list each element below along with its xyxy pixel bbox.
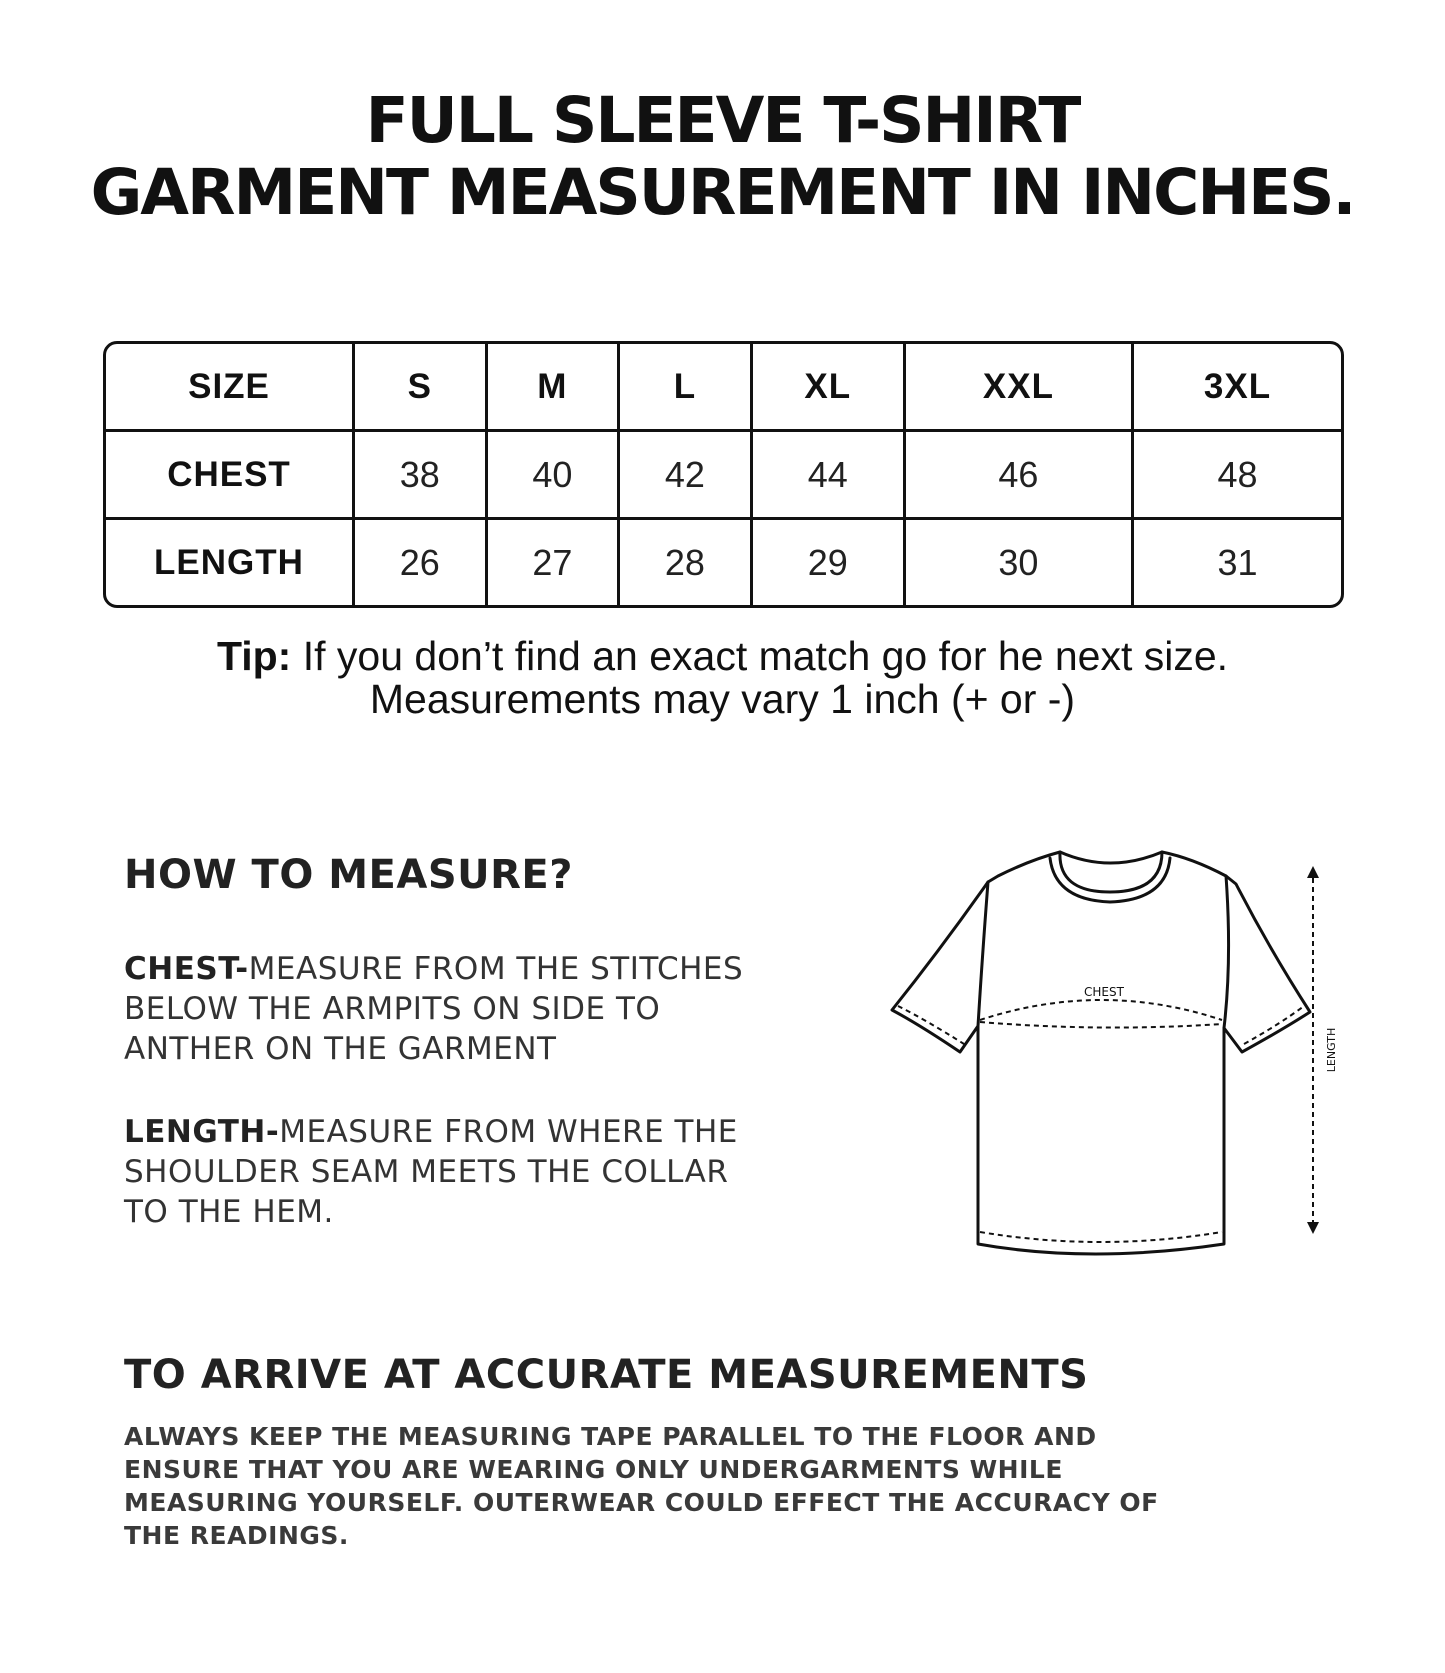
diagram-chest-label: CHEST	[1084, 985, 1124, 999]
chest-instructions	[124, 949, 804, 1069]
chest-line-3: ANTHER ON THE GARMENT	[124, 1031, 557, 1067]
row-label-length: LENGTH	[106, 520, 355, 605]
hem-stitch	[980, 1232, 1222, 1242]
accurate-line-2: ENSURE THAT YOU ARE WEARING ONLY UNDERGARMENTS WHILE	[124, 1455, 1063, 1484]
diagram-length-label: LENGTH	[1325, 1027, 1338, 1073]
header-cell-3xl: 3XL	[1134, 344, 1341, 432]
table-header-row	[106, 344, 1341, 432]
chest-line-1	[124, 949, 804, 989]
chest-line-2: BELOW THE ARMPITS ON SIDE TO	[124, 991, 661, 1027]
header-cell-size: SIZE	[106, 344, 355, 432]
left-cuff-stitch	[898, 1006, 964, 1044]
page-title-line1: FULL SLEEVE T-SHIRT	[365, 84, 1080, 157]
length-line-3: TO THE HEM.	[124, 1194, 334, 1230]
chest-text-1: MEASURE FROM THE STITCHES	[248, 951, 744, 987]
accurate-line-1: ALWAYS KEEP THE MEASURING TAPE PARALLEL TO THE FLOOR AND	[124, 1422, 1097, 1451]
size-chart-table	[103, 341, 1344, 608]
length-instructions	[124, 1112, 804, 1232]
tip-line-2: Measurements may vary 1 inch (+ or -)	[369, 676, 1076, 722]
collar	[1060, 852, 1162, 863]
length-arrow-down-icon	[1307, 1222, 1319, 1234]
accurate-instructions	[124, 1420, 1244, 1552]
tip-line	[0, 634, 1445, 678]
table-row-chest	[106, 432, 1341, 520]
header-cell-xxl: XXL	[906, 344, 1134, 432]
right-cuff-stitch	[1244, 1006, 1304, 1044]
chest-label: CHEST-	[124, 951, 249, 987]
chest-measure-line-top	[980, 1000, 1222, 1020]
tip-text: If you don’t find an exact match go for he next size.	[302, 633, 1229, 679]
accurate-measurements-title: TO ARRIVE AT ACCURATE MEASUREMENTS	[124, 1352, 1089, 1398]
table-cell: 30	[906, 520, 1134, 605]
page-title-line2: GARMENT MEASUREMENT IN INCHES.	[90, 156, 1355, 229]
chest-measure-line-bottom	[980, 1022, 1222, 1028]
header-cell-m: M	[488, 344, 621, 432]
table-cell: 42	[620, 432, 753, 520]
header-cell-l: L	[620, 344, 753, 432]
table-row-length	[106, 520, 1341, 605]
accurate-line-3: MEASURING YOURSELF. OUTERWEAR COULD EFFECT THE ACCURACY OF	[124, 1488, 1159, 1517]
right-sleeve-seam	[1224, 876, 1229, 1028]
length-text-1: MEASURE FROM WHERE THE	[279, 1114, 738, 1150]
accurate-line-4: THE READINGS.	[124, 1521, 349, 1550]
table-cell: 44	[753, 432, 906, 520]
table-cell: 28	[620, 520, 753, 605]
row-label-chest: CHEST	[106, 432, 355, 520]
table-cell: 46	[906, 432, 1134, 520]
length-arrow-up-icon	[1307, 866, 1319, 878]
left-sleeve-seam	[978, 882, 988, 1026]
table-cell: 40	[488, 432, 621, 520]
length-line-2: SHOULDER SEAM MEETS THE COLLAR	[124, 1154, 729, 1190]
tip-label: Tip:	[216, 633, 292, 679]
header-cell-s: S	[355, 344, 488, 432]
table-cell: 26	[355, 520, 488, 605]
length-line-1	[124, 1112, 804, 1152]
table-cell: 31	[1217, 541, 1258, 583]
table-cell: 27	[488, 520, 621, 605]
table-cell: 48	[1134, 432, 1341, 520]
length-label: LENGTH-	[124, 1114, 280, 1150]
table-cell: 38	[355, 432, 488, 520]
header-cell-xl: XL	[753, 344, 906, 432]
table-cell: 29	[753, 520, 906, 605]
tshirt-measurement-diagram	[880, 840, 1340, 1280]
tshirt-outline	[892, 852, 1310, 1254]
how-to-measure-title: HOW TO MEASURE?	[124, 852, 573, 898]
